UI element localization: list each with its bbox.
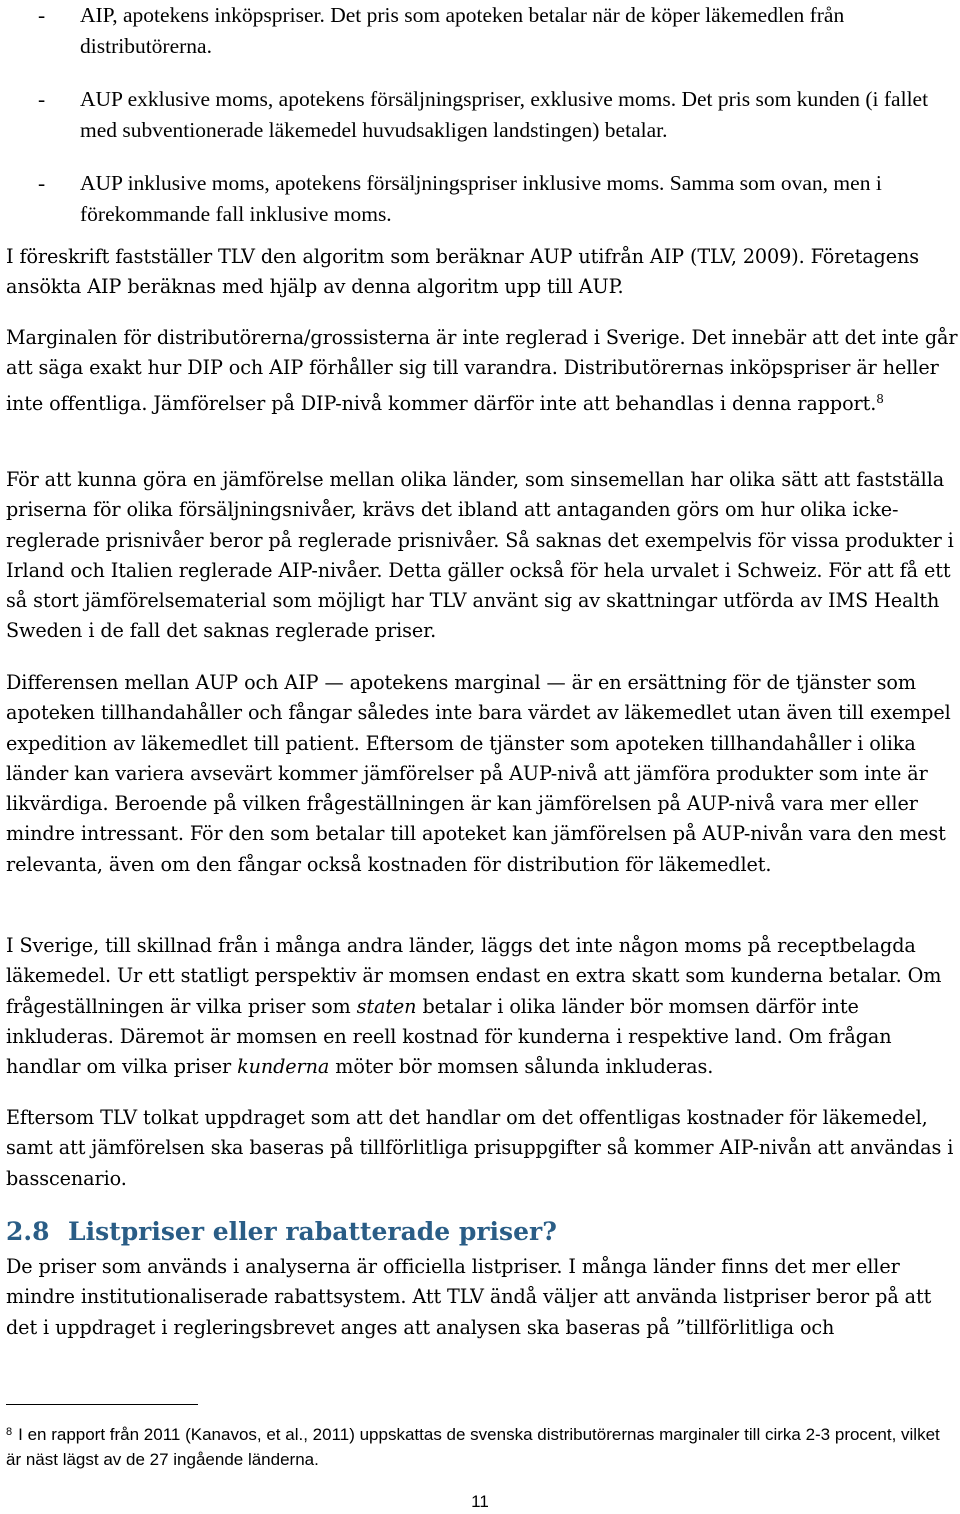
footnote-number: 8 [6,1426,13,1438]
paragraph-vat: I Sverige, till skillnad från i många andra länder, läggs det inte någon moms på receptbelagda läkemedel. Ur ett statligt perspektiv är momsen endast en extra skatt som kunderna betalar. Om frågeställningen är vilka priser som staten betalar i olika länder bör momsen därför inte inkluderas. Däremot är momsen en reell kostnad för kunderna i respektive land. Om frågan handlar om vilka priser kunderna möter bör momsen sålunda inkluderas. [6,934,942,1079]
footnote-reference[interactable]: 8 [876,391,884,406]
footnote [6,1420,956,1472]
section-number: 2.8 [6,1217,50,1246]
footnote-text: I en rapport från 2011 (Kanavos, et al., 2011) uppskattas de svenska distributörernas marginaler till cirka 2-3 procent, vilket är näst lägst av de 27 ingående länderna. [6,1425,940,1469]
list-item-text: AUP exklusive moms, apotekens försäljningspriser, exklusive moms. Det pris som kunden (i fallet med subventionerade läkemedel huvudsakligen landstingen) betalar. [80,87,929,142]
list-item-text: AUP inklusive moms, apotekens försäljningspriser inklusive moms. Samma som ovan, men i förekommande fall inklusive moms. [80,171,882,226]
price-level-list [0,0,960,230]
paragraph-basescenario: Eftersom TLV tolkat uppdraget som att det handlar om det offentligas kostnader för läkemedel, samt att jämförelsen ska baseras på tillförlitliga prisuppgifter så kommer AIP-nivån att användas i basscenario. [6,1106,954,1190]
list-item-text: AIP, apotekens inköpspriser. Det pris som apoteken betalar när de köper läkemedlen från distributörerna. [80,3,845,58]
page-number: 11 [471,1492,489,1511]
paragraph-listprices: De priser som används i analyserna är officiella listpriser. I många länder finns det mer eller mindre institutionaliserade rabattsystem. Att TLV ändå väljer att använda listpriser beror på att det i uppdraget i regleringsbrevet anges att analysen ska baseras på ”tillförlitliga och [6,1255,932,1339]
section-heading [6,1215,557,1249]
paragraph-comparison: För att kunna göra en jämförelse mellan olika länder, som sinsemellan har olika sätt att fastställa priserna för olika försäljningsnivåer, krävs det ibland att antaganden görs om hur olika icke-reglerade prisnivåer beror på reglerade prisnivåer. Så saknas det exempelvis för vissa produkter i Irland och Italien reglerade AIP-nivåer. Detta gäller också för hela urvalet i Schweiz. För att få ett så stort jämförelsematerial som möjligt har TLV använt sig av skattningar utförda av IMS Health Sweden i de fall det saknas reglerade priser. [6,468,954,643]
paragraph-distributor-margin: Marginalen för distributörerna/grossisterna är inte reglerad i Sverige. Det innebär att det inte går att säga exakt hur DIP och AIP förhåller sig till varandra. Distributörernas inköpspriser är heller inte offentliga. Jämförelser på DIP-nivå kommer därför inte att behandlas i denna rapport.$^8$ [6,326,958,415]
list-item: - AUP exklusive moms, apotekens försäljningspriser, exklusive moms. Det pris som kunden (i fallet med subventionerade läkemedel huvudsakligen landstingen) betalar. [38,87,929,142]
section-title: Listpriser eller rabatterade priser? [68,1217,557,1246]
paragraph-pharmacy-margin: Differensen mellan AUP och AIP — apotekens marginal — är en ersättning för de tjänster som apoteken tillhandahåller och fångar således inte bara värdet av läkemedlet utan även till exempel expedition av läkemedlet till patient. Eftersom de tjänster som apoteken tillhandahåller i olika länder kan variera avsevärt kommer jämförelser på AUP-nivå att jämföra produkter som inte är likvärdiga. Beroende på vilken frågeställningen är kan jämförelsen på AUP-nivå vara mer eller mindre intressant. För den som betalar till apoteket kan jämförelsen på AUP-nivån vara den mest relevanta, även om den fångar också kostnaden för distribution för läkemedlet. [6,671,951,876]
paragraph-algorithm: I föreskrift fastställer TLV den algoritm som beräknar AUP utifrån AIP (TLV, 2009). Företagens ansökta AIP beräknas med hjälp av denna algoritm upp till AUP. [6,245,919,299]
list-item: - AUP inklusive moms, apotekens försäljningspriser inklusive moms. Samma som ovan, men i förekommande fall inklusive moms. [38,171,882,226]
list-item: - AIP, apotekens inköpspriser. Det pris som apoteken betalar när de köper läkemedlen från distributörerna. [38,3,845,58]
footnote-divider [6,1404,198,1405]
